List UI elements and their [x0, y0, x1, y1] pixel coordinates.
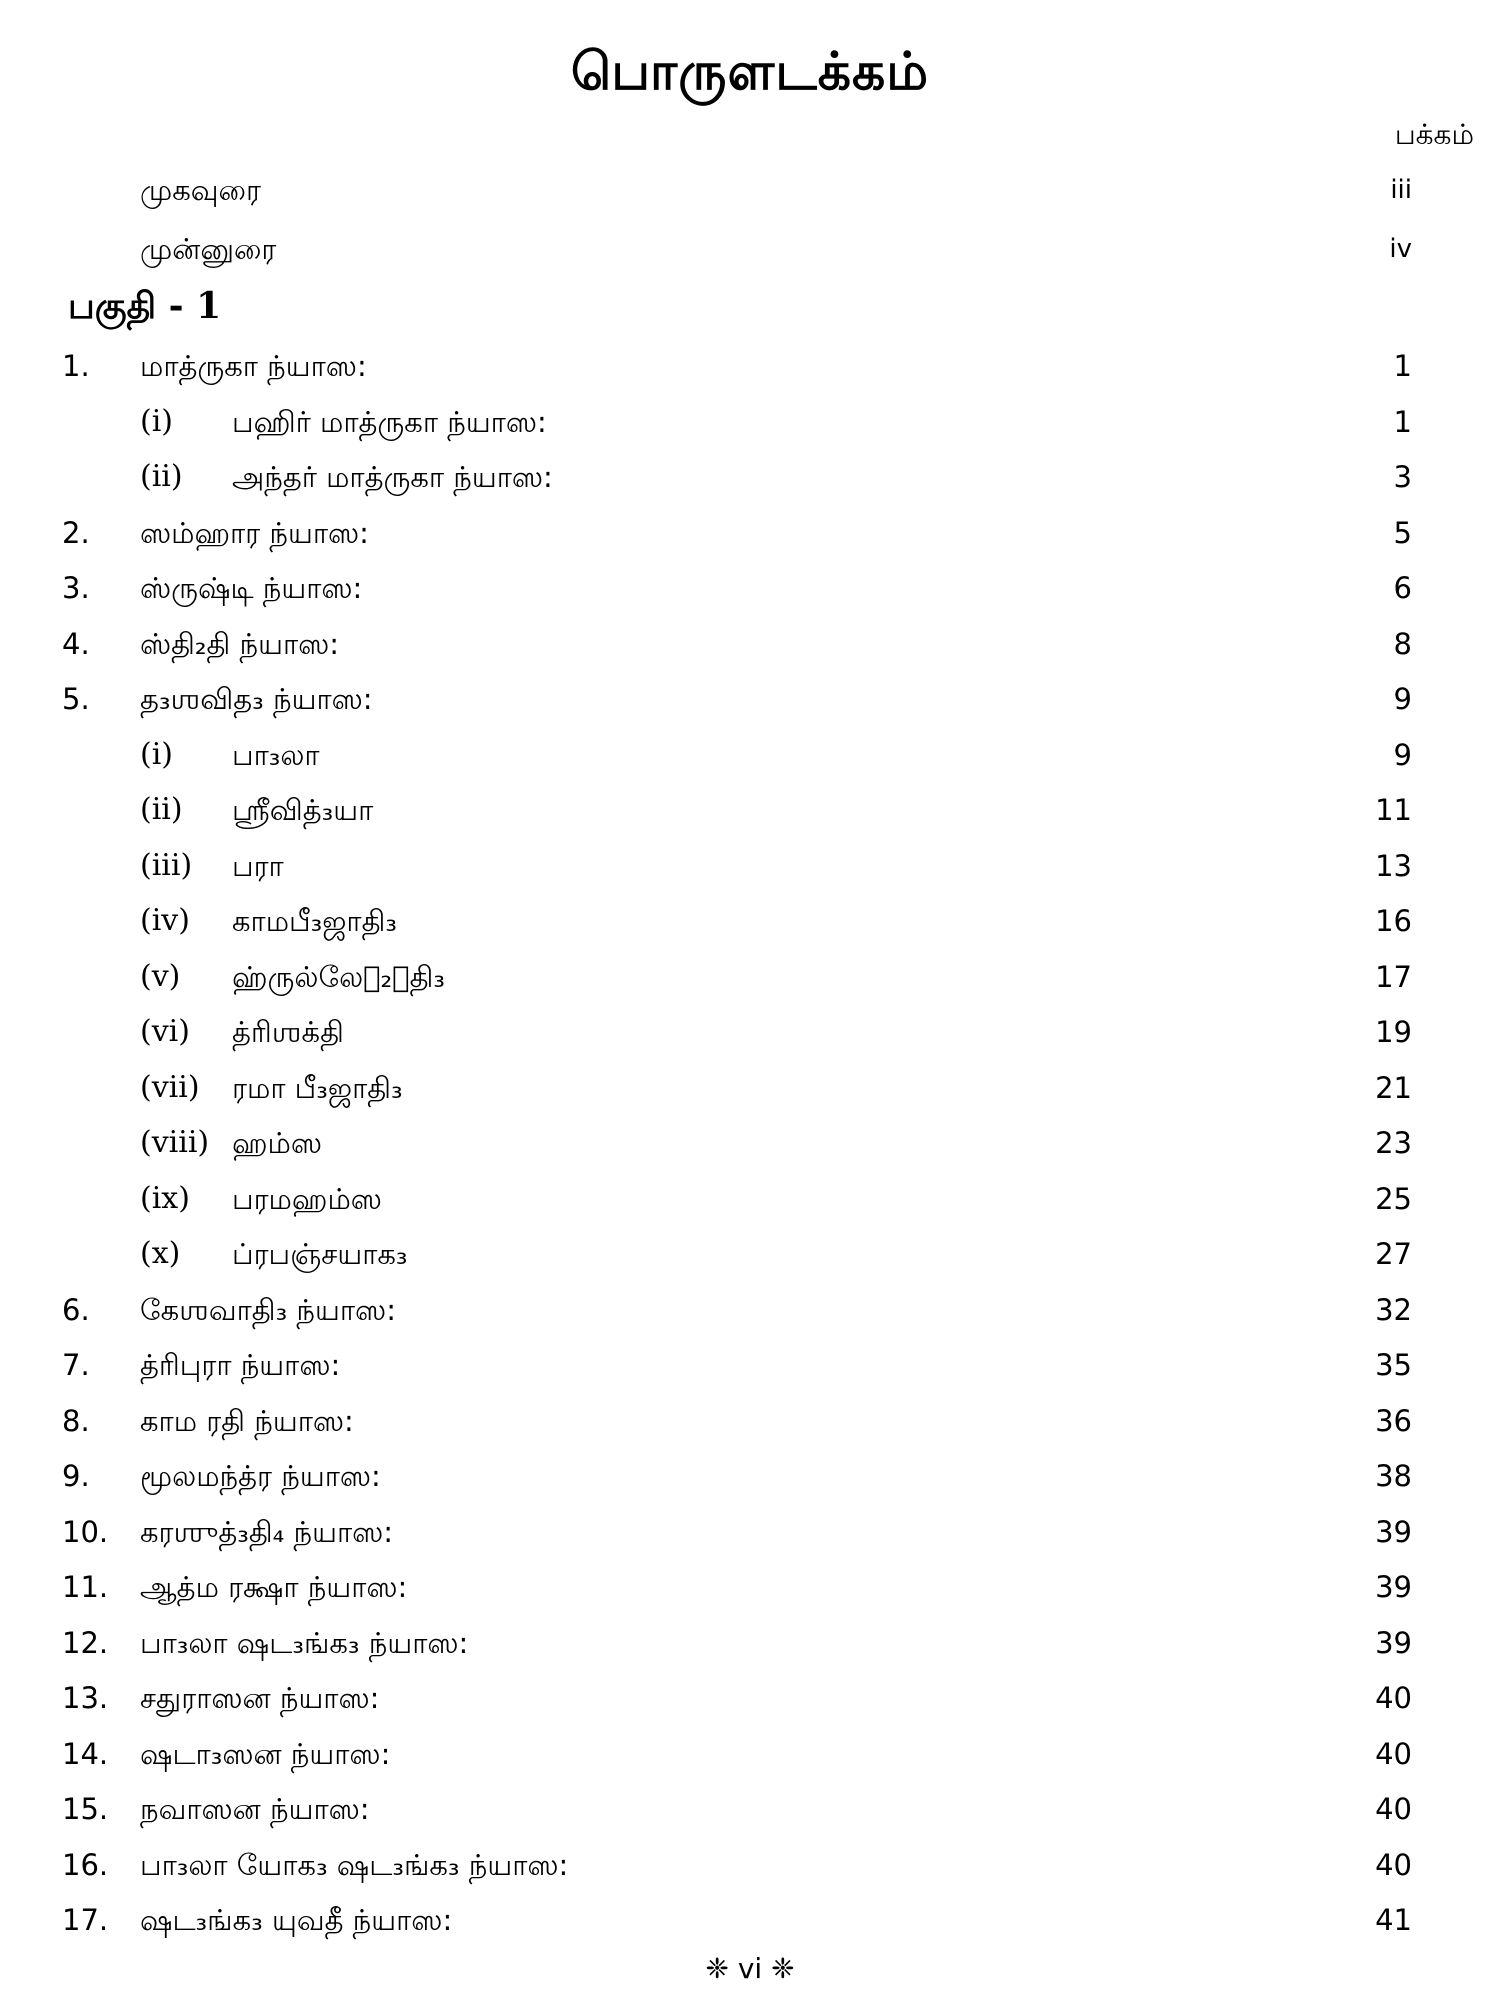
entry-number: 14. [62, 1737, 109, 1771]
page-number-footer: ❈ vi ❈ [705, 1952, 795, 1985]
toc-entry [0, 1726, 1500, 1782]
entry-page: 35 [1375, 1348, 1412, 1382]
entry-label: ரமா பீ₃ஜாதி₃ [232, 1071, 403, 1105]
entry-number: 8. [62, 1404, 90, 1438]
toc-entry [0, 1781, 1500, 1837]
subentry-number: (vi) [140, 1014, 190, 1049]
subentry-number: (i) [140, 404, 174, 439]
entry-number: 2. [62, 516, 90, 550]
subentry-number: (x) [140, 1236, 181, 1271]
toc-entry [0, 1504, 1500, 1560]
toc-entry [0, 1115, 1500, 1171]
entry-page: 38 [1375, 1459, 1412, 1493]
entry-number: 6. [62, 1293, 90, 1327]
entry-number: 9. [62, 1459, 90, 1493]
entry-number: 1. [62, 349, 90, 383]
entry-page: 11 [1375, 793, 1412, 827]
subentry-number: (ix) [140, 1181, 190, 1216]
entry-label: ஸம்ஹார ந்யாஸ: [140, 516, 369, 550]
entry-label: ஸ்தி₂தி ந்யாஸ: [140, 627, 340, 661]
entry-label: ஸ்ருஷ்டி ந்யாஸ: [140, 571, 363, 605]
entry-label: பரமஹம்ஸ [232, 1182, 382, 1216]
toc-entry [0, 1615, 1500, 1671]
entry-page: 39 [1375, 1570, 1412, 1604]
entry-label: ப்ரபஞ்சயாக₃ [232, 1237, 408, 1271]
entry-page: 36 [1375, 1404, 1412, 1438]
entry-page: 40 [1375, 1681, 1412, 1715]
entry-page: 39 [1375, 1626, 1412, 1660]
toc-entry [0, 1559, 1500, 1615]
front-matter-row [0, 221, 1500, 277]
entry-number: 3. [62, 571, 90, 605]
entry-label: ஷடா₃ஸன ந்யாஸ: [140, 1737, 391, 1771]
subentry-number: (ii) [140, 792, 183, 827]
entry-label: மூலமந்த்ர ந்யாஸ: [140, 1459, 381, 1493]
toc-entry [0, 394, 1500, 450]
entry-page: 23 [1375, 1126, 1412, 1160]
toc-entry [0, 838, 1500, 894]
entry-page: 9 [1393, 682, 1412, 716]
toc-entry [0, 1670, 1500, 1726]
toc-entry [0, 338, 1500, 394]
entry-number: 15. [62, 1792, 109, 1826]
toc-entry [0, 893, 1500, 949]
toc-entry [0, 1337, 1500, 1393]
entry-number: 10. [62, 1515, 109, 1549]
entry-label: பரா [232, 849, 284, 883]
toc-entry [0, 1004, 1500, 1060]
entry-label: சதுராஸன ந்யாஸ: [140, 1681, 380, 1715]
entry-label: ஷட₃ங்க₃ யுவதீ ந்யாஸ: [140, 1903, 453, 1937]
entry-label: அந்தர் மாத்ருகா ந்யாஸ: [232, 460, 553, 494]
entry-number: 13. [62, 1681, 109, 1715]
subentry-number: (viii) [140, 1125, 210, 1160]
entry-number: 7. [62, 1348, 90, 1382]
toc-entry [0, 1171, 1500, 1227]
front-matter-label: முன்னுரை [140, 232, 277, 266]
entry-page: 5 [1393, 516, 1412, 550]
toc-entry [0, 671, 1500, 727]
entry-page: 3 [1393, 460, 1412, 494]
entry-label: பா₃லா யோக₃ ஷட₃ங்க₃ ந்யாஸ: [140, 1848, 569, 1882]
entry-label: பா₃லா ஷட₃ங்க₃ ந்யாஸ: [140, 1626, 469, 1660]
entry-number: 16. [62, 1848, 109, 1882]
front-matter-label: முகவுரை [140, 173, 261, 207]
entry-page: 1 [1393, 405, 1412, 439]
entry-label: ஹ்ருல்லேக₂ாதி₃ [232, 960, 445, 994]
subentry-number: (i) [140, 737, 174, 772]
page-title: பொருளடக்கம் [570, 42, 930, 102]
page-column-header: பக்கம் [1394, 118, 1474, 151]
entry-page: 40 [1375, 1848, 1412, 1882]
entry-page: 39 [1375, 1515, 1412, 1549]
front-matter-page: iv [1389, 234, 1412, 264]
entry-page: 6 [1393, 571, 1412, 605]
front-matter-row [0, 162, 1500, 218]
entry-label: மாத்ருகா ந்யாஸ: [140, 349, 367, 383]
subentry-number: (iv) [140, 903, 190, 938]
entry-label: கேஶவாதி₃ ந்யாஸ: [140, 1293, 396, 1327]
toc-entry [0, 1448, 1500, 1504]
entry-label: ஆத்ம ரக்ஷா ந்யாஸ: [140, 1570, 408, 1604]
toc-entry [0, 949, 1500, 1005]
entry-page: 40 [1375, 1737, 1412, 1771]
entry-number: 5. [62, 682, 90, 716]
entry-label: ஹம்ஸ [232, 1126, 323, 1160]
entry-page: 41 [1375, 1903, 1412, 1937]
toc-entry [0, 782, 1500, 838]
entry-page: 17 [1375, 960, 1412, 994]
entry-page: 21 [1375, 1071, 1412, 1105]
entry-page: 19 [1375, 1015, 1412, 1049]
entry-label: த்ரிபுரா ந்யாஸ: [140, 1348, 341, 1382]
entry-number: 11. [62, 1570, 109, 1604]
subentry-number: (vii) [140, 1070, 200, 1105]
entry-number: 12. [62, 1626, 109, 1660]
toc-entry [0, 1226, 1500, 1282]
entry-page: 13 [1375, 849, 1412, 883]
entry-number: 4. [62, 627, 90, 661]
entry-label: நவாஸன ந்யாஸ: [140, 1792, 370, 1826]
toc-entry [0, 1282, 1500, 1338]
toc-entry [0, 449, 1500, 505]
toc-entry [0, 1060, 1500, 1116]
entry-label: பா₃லா [232, 738, 320, 772]
entry-page: 9 [1393, 738, 1412, 772]
entry-label: காம ரதி ந்யாஸ: [140, 1404, 354, 1438]
front-matter-page: iii [1390, 175, 1412, 205]
entry-page: 25 [1375, 1182, 1412, 1216]
toc-entry [0, 616, 1500, 672]
toc-entry [0, 1393, 1500, 1449]
entry-label: கரஶுத்₃தி₄ ந்யாஸ: [140, 1515, 394, 1549]
entry-page: 32 [1375, 1293, 1412, 1327]
entry-number: 17. [62, 1903, 109, 1937]
entry-label: த₃ஶவித₃ ந்யாஸ: [140, 682, 373, 716]
entry-page: 1 [1393, 349, 1412, 383]
entry-page: 8 [1393, 627, 1412, 661]
toc-entry [0, 505, 1500, 561]
entry-label: த்ரிஶக்தி [232, 1015, 344, 1049]
entry-page: 16 [1375, 904, 1412, 938]
section-heading: பகுதி - 1 [68, 285, 222, 327]
entry-page: 27 [1375, 1237, 1412, 1271]
toc-entry [0, 1892, 1500, 1948]
entry-label: காமபீ₃ஜாதி₃ [232, 904, 397, 938]
toc-entry [0, 727, 1500, 783]
subentry-number: (iii) [140, 848, 193, 883]
toc-entry [0, 560, 1500, 616]
subentry-number: (v) [140, 959, 181, 994]
subentry-number: (ii) [140, 459, 183, 494]
entry-page: 40 [1375, 1792, 1412, 1826]
entry-label: பஹிர் மாத்ருகா ந்யாஸ: [232, 405, 547, 439]
entry-label: ஸ்ரீவித்₃யா [232, 793, 374, 827]
toc-entry [0, 1837, 1500, 1893]
